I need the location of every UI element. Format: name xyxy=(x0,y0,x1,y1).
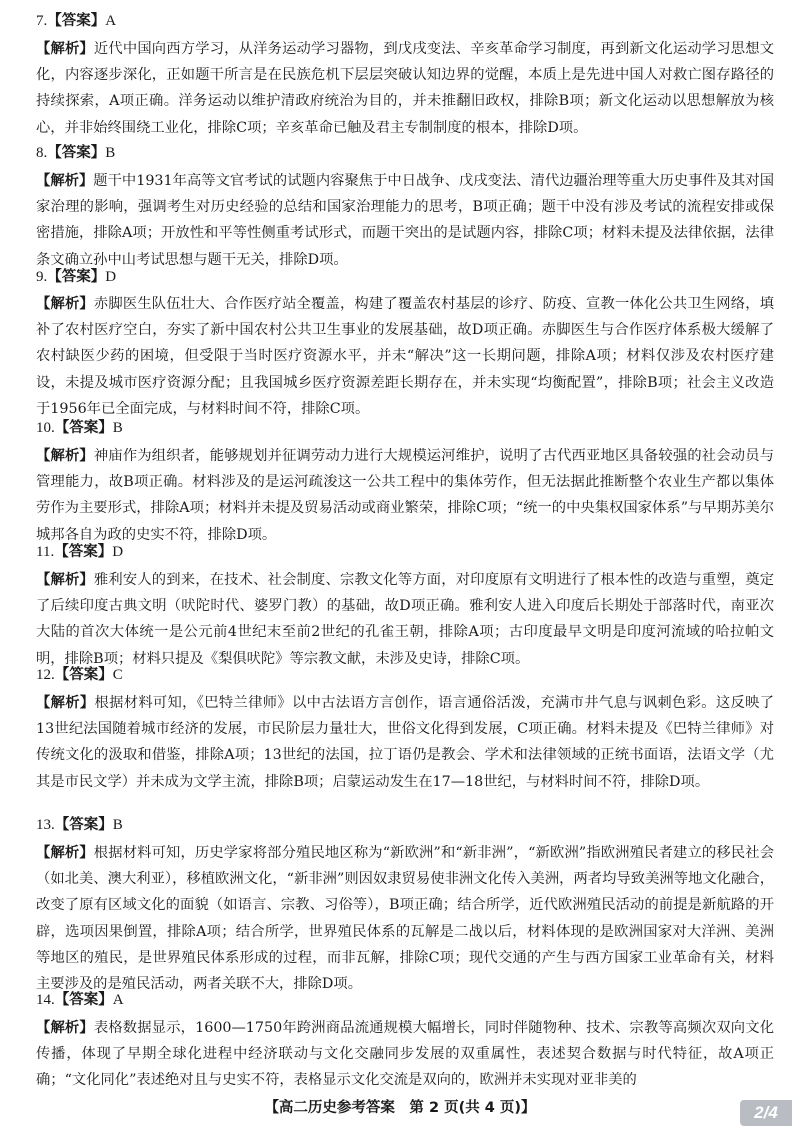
question-7-answer xyxy=(36,8,116,32)
answer-tag: 【答案】 xyxy=(47,145,106,161)
page-footer: 【高二历史参考答案 第 2 页(共 4 页)】 xyxy=(264,1100,536,1116)
question-number: 10. xyxy=(36,420,55,436)
answer-tag: 【答案】 xyxy=(47,13,106,29)
question-9-analysis xyxy=(36,291,774,422)
analysis-tag: 【解析】 xyxy=(36,572,94,588)
question-number: 9. xyxy=(36,269,48,285)
question-7-analysis xyxy=(36,36,774,141)
page-indicator-badge: 2/4 xyxy=(740,1100,792,1126)
analysis-text: 根据材料可知，历史学家将部分殖民地区称为“新欧洲”和“新非洲”，“新欧洲”指欧洲殖民者建立的移民社会（如北美、澳大利亚），移植欧洲文化，“新非洲”则因奴隶贸易使非洲文化传入美洲，两者均导致美洲等地文化融合，改变了原有区域文化的面貌（如语言、宗教、习俗等），B项正确；结合所学，近代欧洲殖民活动的前提是新航路的开辟，选项因果倒置，排除A项；结合所学，世界殖民体系的瓦解是二战以后，材料体现的是欧洲国家对大洋洲、美洲等地区的殖民，是世界殖民体系形成的过程，而非瓦解，排除C项；现代交通的产生与西方国家工业革命有关，材料主要涉及的是殖民活动，两者关联不大，排除D项。 xyxy=(36,845,775,993)
question-12-answer xyxy=(36,662,123,686)
answer-tag: 【答案】 xyxy=(47,269,106,285)
analysis-tag: 【解析】 xyxy=(36,1020,94,1036)
question-11-analysis xyxy=(36,567,774,672)
question-10-analysis xyxy=(36,443,774,548)
analysis-text: 神庙作为组织者，能够规划并征调劳动力进行大规模运河维护，说明了古代西亚地区具备较强的社会动员与管理能力，故B项正确。材料涉及的是运河疏浚这一公共工程中的集体劳作，但无法据此推断整个农业生产都以集体劳作为主要形式，排除A项；材料并未提及贸易活动或商业繁荣，排除C项；“统一的中央集权国家体系”与早期苏美尔城邦各自为政的史实不符，排除D项。 xyxy=(36,448,775,543)
question-12-analysis xyxy=(36,690,774,795)
question-number: 13. xyxy=(36,817,55,833)
question-number: 12. xyxy=(36,667,55,683)
answer-tag: 【答案】 xyxy=(54,544,113,560)
analysis-tag: 【解析】 xyxy=(36,845,94,861)
analysis-tag: 【解析】 xyxy=(36,448,94,464)
analysis-text: 根据材料可知，《巴特兰律师》以中古法语方言创作，语言通俗活泼，充满市井气息与讽刺色彩。这反映了13世纪法国随着城市经济的发展，市民阶层力量壮大，世俗文化得到发展，C项正确。材料未提及《巴特兰律师》对传统文化的汲取和借鉴，排除A项；13世纪的法国，拉丁语仍是教会、学术和法律领域的正统书面语，法语文学（尤其是市民文学）并未成为文学主流，排除B项；启蒙运动发生在17—18世纪，与材料时间不符，排除D项。 xyxy=(36,695,774,790)
question-number: 14. xyxy=(36,992,55,1008)
answer-tag: 【答案】 xyxy=(54,420,113,436)
answer-value: B xyxy=(112,420,123,436)
analysis-text: 雅利安人的到来，在技术、社会制度、宗教文化等方面，对印度原有文明进行了根本性的改造与重塑，奠定了后续印度古典文明（吠陀时代、婆罗门教）的基础，故D项正确。雅利安人进入印度后长期处于部落时代，南亚次大陆的首次大体统一是公元前4世纪末至前2世纪的孔雀王朝，排除A项；古印度最早文明是印度河流域的哈拉帕文明，排除B项；材料只提及《梨俱吠陀》等宗教文献，未涉及史诗，排除C项。 xyxy=(36,572,775,667)
analysis-text: 赤脚医生队伍壮大、合作医疗站全覆盖，构建了覆盖农村基层的诊疗、防疫、宣教一体化公共卫生网络，填补了农村医疗空白，夯实了新中国农村公共卫生事业的发展基础，故D项正确。赤脚医生与合作医疗体系极大缓解了农村缺医少药的困境，但受限于当时医疗资源水平，并未“解决”这一长期问题，排除A项；材料仅涉及农村医疗建设，未提及城市医疗资源分配；且我国城乡医疗资源差距长期存在，并未实现“均衡配置”，排除B项；社会主义改造于1956年已全面完成，与材料时间不符，排除C项。 xyxy=(36,296,775,417)
question-9-answer xyxy=(36,264,116,288)
question-13-answer xyxy=(36,812,123,836)
analysis-text: 表格数据显示，1600—1750年跨洲商品流通规模大幅增长，同时伴随物种、技术、宗教等高频次双向文化传播，体现了早期全球化进程中经济联动与文化交融同步发展的双重属性，表述契合数据与时代特征，故A项正确；“文化同化”表述绝对且与史实不符，表格显示文化交流是双向的，欧洲并未实现对亚非美的 xyxy=(36,1020,775,1089)
analysis-tag: 【解析】 xyxy=(36,173,94,189)
question-11-answer xyxy=(36,539,123,563)
analysis-tag: 【解析】 xyxy=(36,695,95,711)
analysis-tag: 【解析】 xyxy=(36,296,94,312)
question-14-analysis xyxy=(36,1015,774,1094)
question-10-answer xyxy=(36,415,123,439)
answer-tag: 【答案】 xyxy=(54,667,113,683)
answer-value: A xyxy=(105,13,117,29)
question-number: 8. xyxy=(36,145,48,161)
answer-value: D xyxy=(105,269,117,285)
analysis-text: 题干中1931年高等文官考试的试题内容聚焦于中日战争、戊戌变法、清代边疆治理等重大历史事件及其对国家治理的影响，强调考生对历史经验的总结和国家治理能力的思考，B项正确；题干中没有涉及考试的流程安排或保密措施，排除A项；开放性和平等性侧重考试形式，而题干突出的是试题内容，排除C项；材料未提及法律依据，法律条文确立孙中山考试思想与题干无关，排除D项。 xyxy=(36,173,774,268)
analysis-tag: 【解析】 xyxy=(36,41,94,57)
question-13-analysis xyxy=(36,840,774,997)
question-8-answer xyxy=(36,140,115,164)
question-14-answer xyxy=(36,987,124,1011)
answer-value: A xyxy=(112,992,124,1008)
question-8-analysis xyxy=(36,168,774,273)
answer-tag: 【答案】 xyxy=(54,992,113,1008)
answer-tag: 【答案】 xyxy=(54,817,113,833)
analysis-text: 近代中国向西方学习，从洋务运动学习器物，到戊戌变法、辛亥革命学习制度，再到新文化运动学习思想文化，内容逐步深化，正如题干所言是在民族危机下层层突破认知边界的觉醒，本质上是先进中国人对救亡图存路径的持续探索，A项正确。洋务运动以维护清政府统治为目的，并未推翻旧政权，排除B项；新文化运动以思想解放为核心，并非始终围绕工业化，排除C项；辛亥革命已触及君主专制制度的根本，排除D项。 xyxy=(36,41,775,136)
question-number: 11. xyxy=(36,544,55,560)
question-number: 7. xyxy=(36,13,48,29)
answer-value: C xyxy=(112,667,123,683)
answer-value: B xyxy=(112,817,123,833)
answer-value: B xyxy=(105,145,116,161)
answer-value: D xyxy=(112,544,124,560)
